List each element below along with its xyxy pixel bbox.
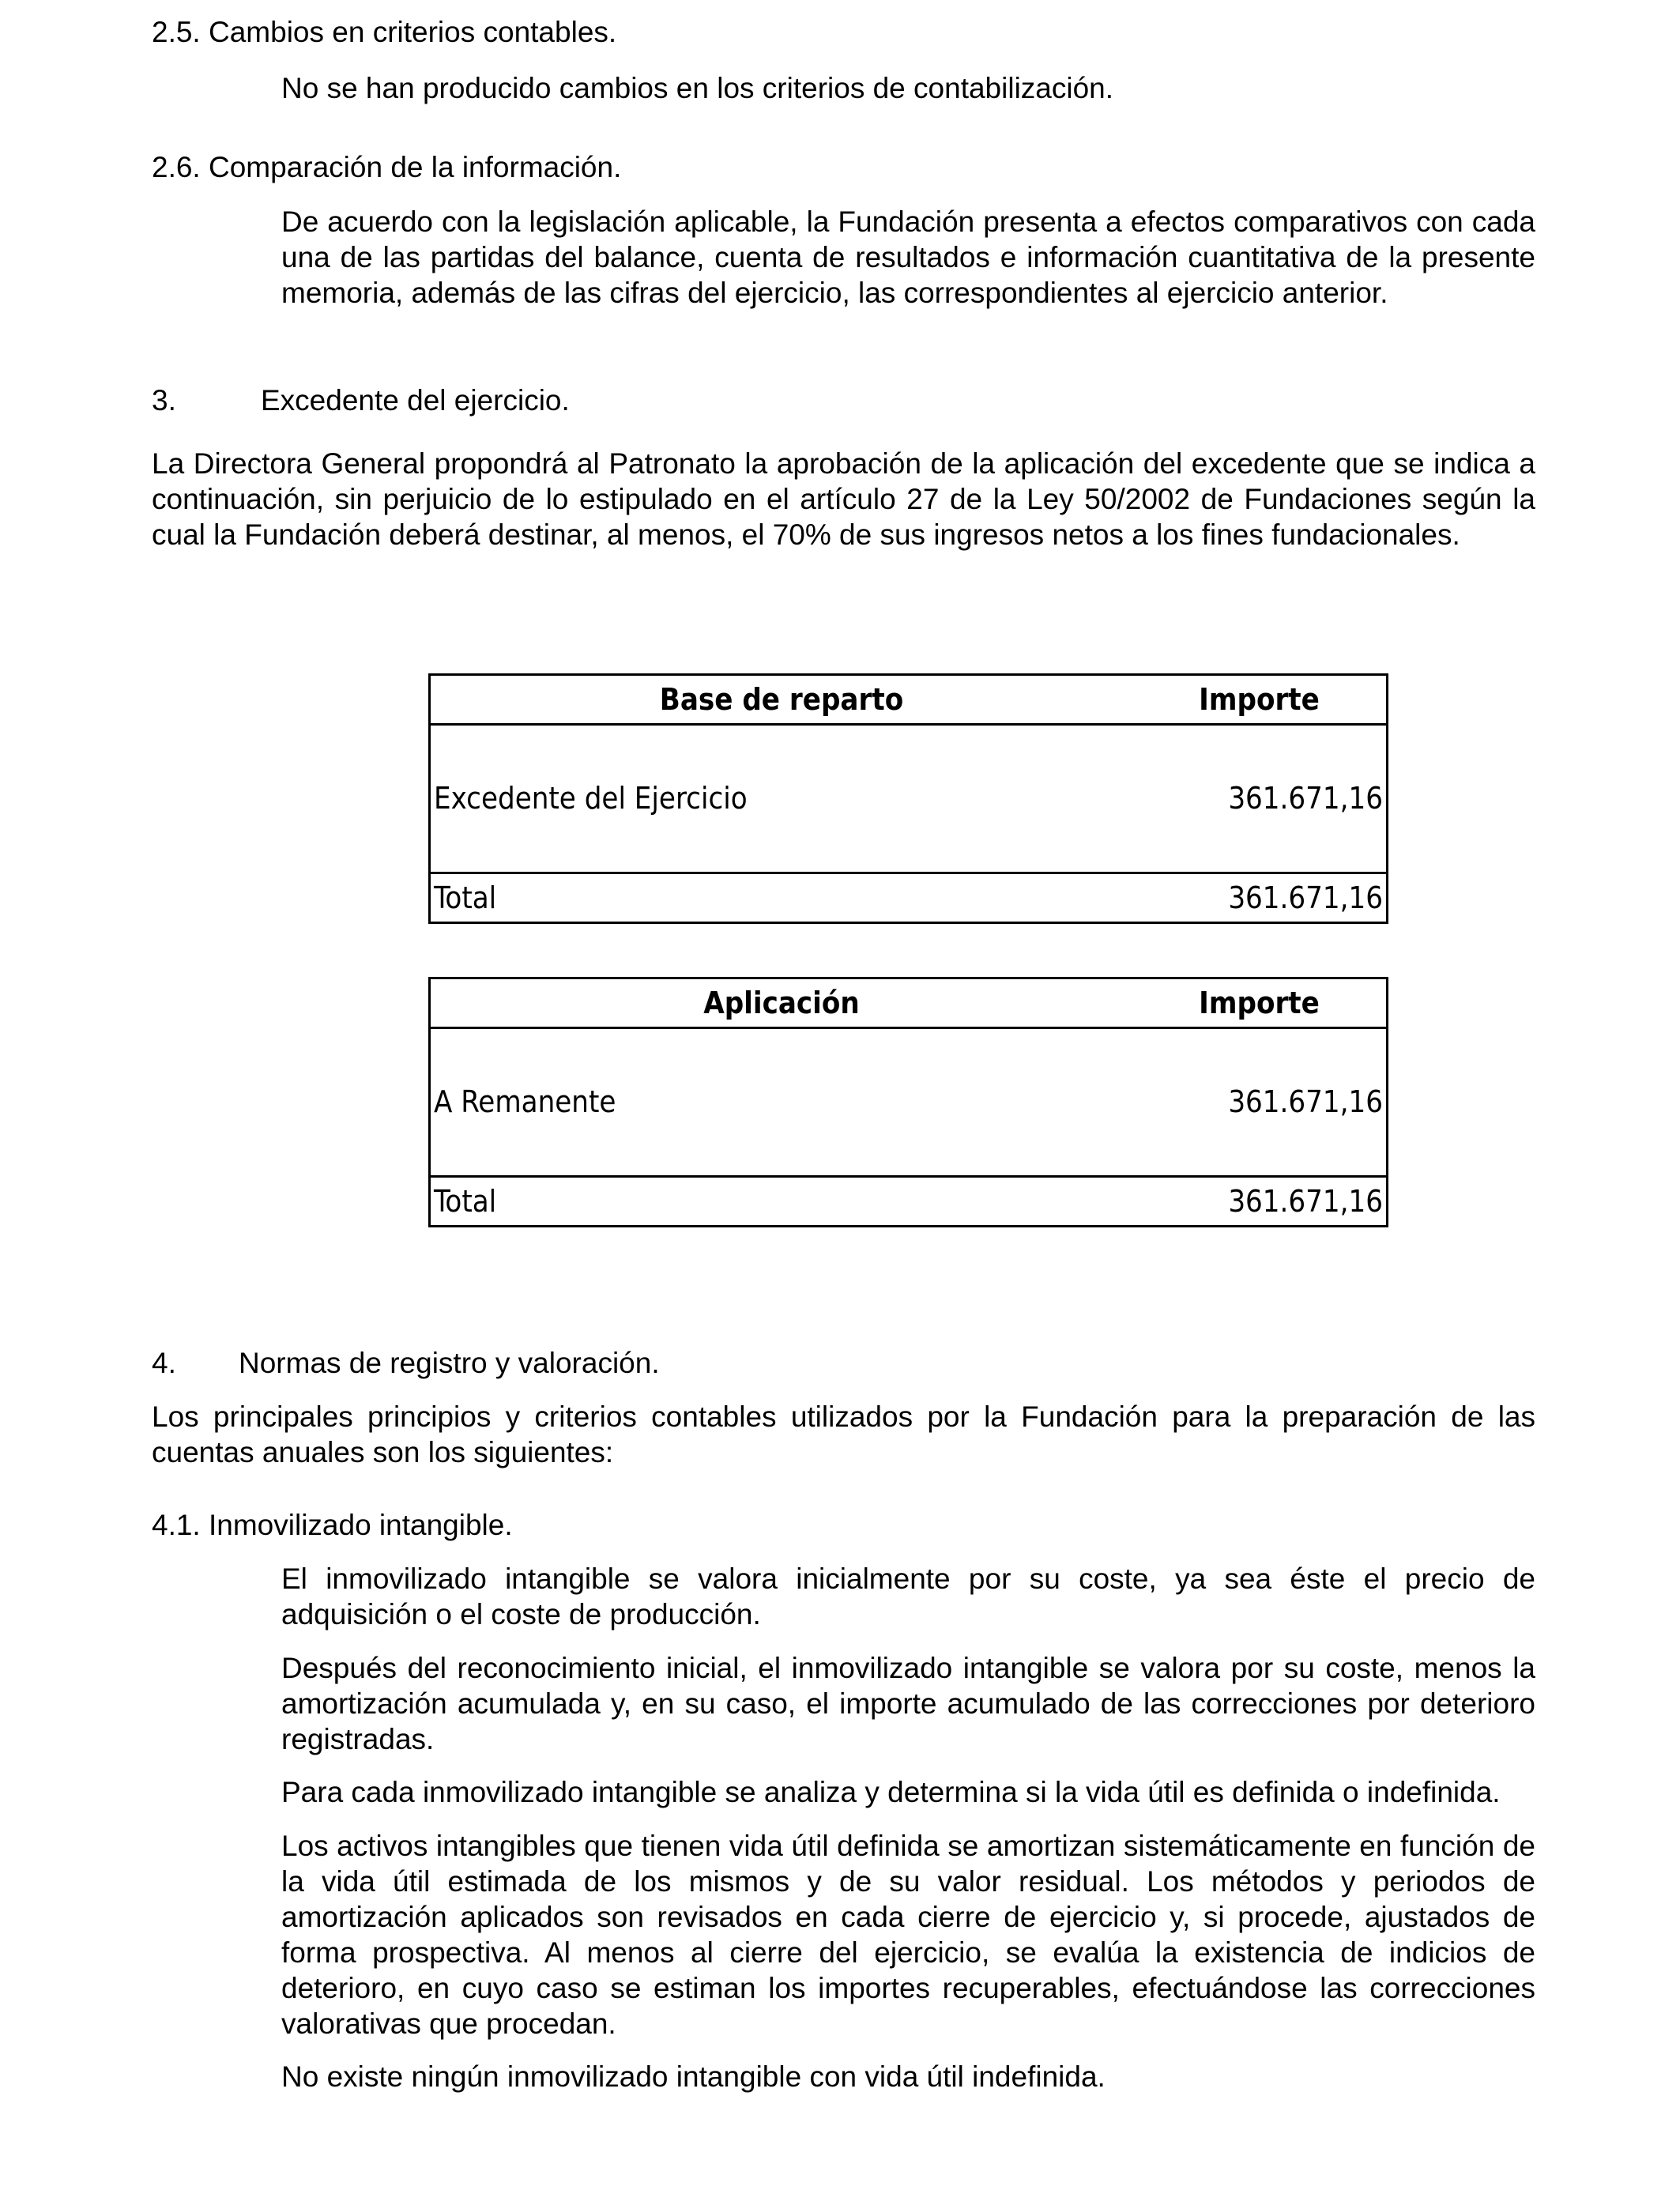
section-title: Excedente del ejercicio. <box>261 384 570 417</box>
table-total-row <box>430 1177 1388 1227</box>
paragraph: De acuerdo con la legislación aplicable, la Fundación presenta a efectos comparativos con cada una de las partidas del balance, cuenta de resultados e información cuantitativa de la presente memoria, además de las cifras del ejercicio, las correspondientes al ejercicio anterior. <box>281 205 1535 309</box>
total-value: 361.671,16 <box>1132 1177 1388 1227</box>
row-value: 361.671,16 <box>1132 725 1388 873</box>
base-reparto-table <box>428 673 1388 924</box>
section-number: 4. <box>152 1347 176 1379</box>
section-4-1-p2 <box>281 1650 1535 1757</box>
paragraph: Los principales principios y criterios contables utilizados por la Fundación para la preparación de las cuentas anuales son los siguientes: <box>152 1400 1535 1468</box>
column-header: Importe <box>1132 978 1388 1028</box>
section-4-1-p1 <box>281 1561 1535 1632</box>
paragraph: Los activos intangibles que tienen vida útil definida se amortizan sistemáticamente en función de la vida útil estimada de los mismos y de su valor residual. Los métodos y periodos de amortización aplicados son revisados en cada cierre de ejercicio y, si procede, ajustados de forma prospectiva. Al menos al cierre del ejercicio, se evalúa la existencia de indicios de deterioro, en cuyo caso se estiman los importes recuperables, efectuándose las correcciones valorativas que procedan. <box>281 1830 1535 2040</box>
row-value: 361.671,16 <box>1132 1028 1388 1177</box>
paragraph: No se han producido cambios en los criterios de contabilización. <box>281 72 1114 104</box>
column-header: Aplicación <box>430 978 1133 1028</box>
total-label: Total <box>430 873 1133 923</box>
section-2-6-heading: 2.6. Comparación de la información. <box>152 151 622 183</box>
table-row <box>430 1028 1388 1177</box>
section-4-heading <box>152 1345 660 1381</box>
paragraph: Después del reconocimiento inicial, el inmovilizado intangible se valora por su coste, menos la amortización acumulada y, en su caso, el importe acumulado de las correcciones por deterioro registradas. <box>281 1652 1535 1755</box>
paragraph: El inmovilizado intangible se valora inicialmente por su coste, ya sea éste el precio de adquisición o el coste de producción. <box>281 1563 1535 1630</box>
table-total-row <box>430 873 1388 923</box>
section-3-heading <box>152 383 570 418</box>
total-value: 361.671,16 <box>1132 873 1388 923</box>
section-2-5-text <box>281 70 1535 106</box>
section-3-text <box>152 446 1535 552</box>
row-label: Excedente del Ejercicio <box>430 725 1133 873</box>
column-header: Importe <box>1132 675 1388 725</box>
table-row <box>430 725 1388 873</box>
section-title: Normas de registro y valoración. <box>239 1347 660 1379</box>
row-label: A Remanente <box>430 1028 1133 1177</box>
section-4-1-p4 <box>281 1828 1535 2041</box>
section-4-text <box>152 1399 1535 1470</box>
aplicacion-table <box>428 977 1388 1227</box>
section-number: 3. <box>152 384 176 417</box>
section-2-6-text <box>281 204 1535 311</box>
section-4-1-p5 <box>281 2059 1535 2094</box>
section-2-5-heading: 2.5. Cambios en criterios contables. <box>152 16 617 48</box>
section-4-1-heading: 4.1. Inmovilizado intangible. <box>152 1509 513 1541</box>
paragraph: Para cada inmovilizado intangible se analiza y determina si la vida útil es definida o indefinida. <box>281 1776 1501 1808</box>
table-header-row <box>430 978 1388 1028</box>
paragraph: La Directora General propondrá al Patronato la aprobación de la aplicación del excedente que se indica a continuación, sin perjuicio de lo estipulado en el artículo 27 de la Ley 50/2002 de Fundaciones según la cual la Fundación deberá destinar, al menos, el 70% de sus ingresos netos a los fines fundacionales. <box>152 447 1535 551</box>
paragraph: No existe ningún inmovilizado intangible con vida útil indefinida. <box>281 2060 1106 2093</box>
total-label: Total <box>430 1177 1133 1227</box>
table-header-row <box>430 675 1388 725</box>
column-header: Base de reparto <box>430 675 1133 725</box>
section-4-1-p3 <box>281 1774 1535 1810</box>
